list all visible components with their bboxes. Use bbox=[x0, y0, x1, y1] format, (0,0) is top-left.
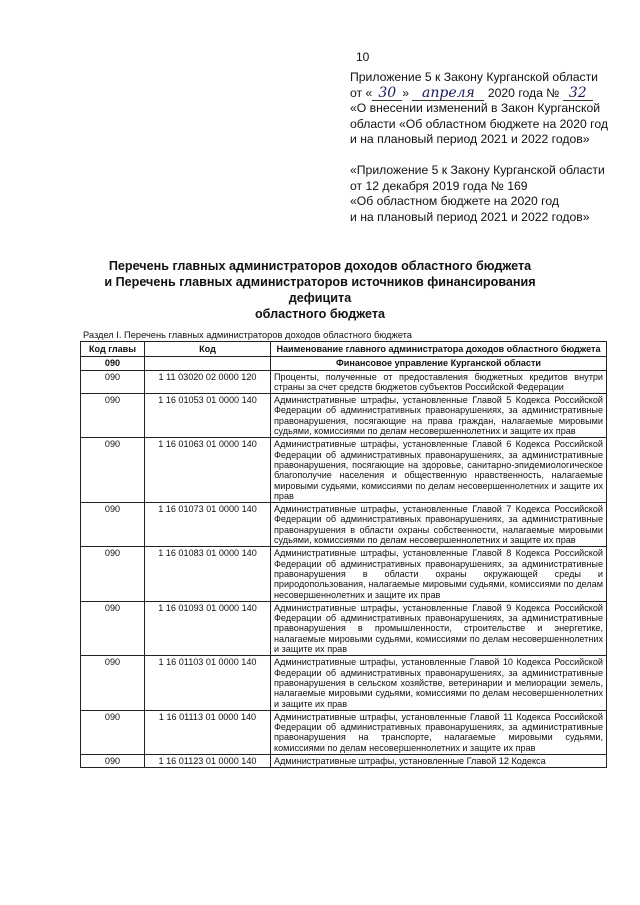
row-chapter-code: 090 bbox=[81, 394, 145, 438]
appendix-line: «Об областном бюджете на 2020 год bbox=[350, 194, 559, 208]
appendix-line: и на плановый период 2021 и 2022 годов» bbox=[350, 209, 590, 224]
group-code-empty bbox=[145, 357, 271, 370]
date-mid: » bbox=[402, 85, 410, 100]
row-code: 1 16 01093 01 0000 140 bbox=[145, 601, 271, 655]
table-row bbox=[81, 370, 607, 394]
administrators-table bbox=[80, 341, 607, 768]
appendix-line: и на плановый период 2021 и 2022 годов» bbox=[350, 132, 590, 146]
row-chapter-code: 090 bbox=[81, 710, 145, 754]
appendix-date-line bbox=[350, 86, 608, 102]
row-name: Административные штрафы, установленные Главой 12 Кодекса bbox=[271, 754, 607, 767]
appendix-line: области «Об областном бюджете на 2020 год bbox=[350, 116, 608, 131]
row-chapter-code: 090 bbox=[81, 370, 145, 394]
row-chapter-code: 090 bbox=[81, 438, 145, 503]
group-name: Финансовое управление Курганской области bbox=[271, 357, 607, 370]
section-caption: Раздел I. Перечень главных администраторов доходов областного бюджета bbox=[83, 330, 412, 340]
row-code: 1 16 01073 01 0000 140 bbox=[145, 503, 271, 547]
row-chapter-code: 090 bbox=[81, 656, 145, 710]
handwritten-day: 30 bbox=[372, 87, 402, 101]
row-chapter-code: 090 bbox=[81, 601, 145, 655]
header-chapter-code: Код главы bbox=[81, 342, 145, 357]
row-name: Административные штрафы, установленные Главой 11 Кодекса Российской Федерации об административных правонарушениях, за административные правонарушения на транспорте, налагаемые мировыми судьями, комиссиями по делам несовершеннолетних и защите их прав bbox=[271, 710, 607, 754]
row-chapter-code: 090 bbox=[81, 547, 145, 601]
table-row bbox=[81, 394, 607, 438]
title-line: Перечень главных администраторов доходов областного бюджета bbox=[108, 259, 532, 273]
row-chapter-code: 090 bbox=[81, 754, 145, 767]
appendix-line: «Приложение 5 к Закону Курганской области bbox=[350, 163, 605, 177]
row-code: 1 16 01103 01 0000 140 bbox=[145, 656, 271, 710]
table-row bbox=[81, 503, 607, 547]
handwritten-number: 32 bbox=[563, 87, 593, 101]
table-header-row bbox=[81, 342, 607, 357]
table-row bbox=[81, 710, 607, 754]
table-row bbox=[81, 438, 607, 503]
table-row bbox=[81, 754, 607, 767]
appendix-line: от 12 декабря 2019 года № 169 bbox=[350, 178, 528, 193]
row-code: 1 16 01113 01 0000 140 bbox=[145, 710, 271, 754]
row-code: 1 16 01053 01 0000 140 bbox=[145, 394, 271, 438]
row-name: Административные штрафы, установленные Главой 9 Кодекса Российской Федерации об административных правонарушениях, за административные правонарушения в промышленности, строительстве и энергетике, налагаемые мировыми судьями, комиссиями по делам несовершеннолетних и защите их прав bbox=[271, 601, 607, 655]
row-code: 1 16 01123 01 0000 140 bbox=[145, 754, 271, 767]
table-row bbox=[81, 656, 607, 710]
row-chapter-code: 090 bbox=[81, 503, 145, 547]
row-name: Административные штрафы, установленные Главой 7 Кодекса Российской Федерации об административных правонарушениях, за административные правонарушения в области охраны собственности, налагаемые мировыми судьями, комиссиями по делам несовершеннолетних и защите их прав bbox=[271, 503, 607, 547]
row-name: Административные штрафы, установленные Главой 10 Кодекса Российской Федерации об административных правонарушениях, за административные правонарушения в сельском хозяйстве, ветеринарии и мелиорации земель, налагаемые мировыми судьями, комиссиями по делам несовершеннолетних и защите их прав bbox=[271, 656, 607, 710]
document-title bbox=[80, 258, 560, 322]
title-line: областного бюджета bbox=[254, 307, 386, 321]
header-name: Наименование главного администратора доходов областного бюджета bbox=[271, 342, 607, 357]
date-prefix: от « bbox=[350, 85, 373, 100]
title-line: и Перечень главных администраторов источников финансирования дефицита bbox=[104, 275, 536, 305]
page-number: 10 bbox=[356, 50, 370, 64]
table-row bbox=[81, 601, 607, 655]
row-name: Административные штрафы, установленные Главой 5 Кодекса Российской Федерации об административных правонарушениях, за административные правонарушения, посягающие на права граждан, налагаемые мировыми судьями, комиссиями по делам несовершеннолетних и защите их прав bbox=[271, 394, 607, 438]
row-name: Административные штрафы, установленные Главой 6 Кодекса Российской Федерации об административных правонарушениях, за административные правонарушения, посягающие на здоровье, санитарно-эпидемиологическое благополучие населения и общественную нравственность, налагаемые мировыми судьями, комиссиями по делам несовершеннолетних и защите их прав bbox=[271, 438, 607, 503]
header-code: Код bbox=[145, 342, 271, 357]
appendix-line: Приложение 5 к Закону Курганской области bbox=[350, 70, 598, 84]
row-name: Проценты, полученные от предоставления бюджетных кредитов внутри страны за счет средств бюджетов субъектов Российской Федерации bbox=[271, 370, 607, 394]
row-name: Административные штрафы, установленные Главой 8 Кодекса Российской Федерации об административных правонарушениях, за административные правонарушения в области охраны окружающей среды и природопользования, налагаемые мировыми судьями, комиссиями по делам несовершеннолетних и защите их прав bbox=[271, 547, 607, 601]
appendix-amendment-block bbox=[350, 70, 608, 148]
group-chapter-code: 090 bbox=[81, 357, 145, 370]
row-code: 1 11 03020 02 0000 120 bbox=[145, 370, 271, 394]
row-code: 1 16 01063 01 0000 140 bbox=[145, 438, 271, 503]
group-row bbox=[81, 357, 607, 370]
year-text: 2020 года № bbox=[487, 85, 560, 100]
appendix-line: «О внесении изменений в Закон Курганской bbox=[350, 101, 601, 115]
row-code: 1 16 01083 01 0000 140 bbox=[145, 547, 271, 601]
handwritten-month: апреля bbox=[412, 87, 484, 101]
table-row bbox=[81, 547, 607, 601]
original-appendix-block bbox=[350, 163, 605, 225]
